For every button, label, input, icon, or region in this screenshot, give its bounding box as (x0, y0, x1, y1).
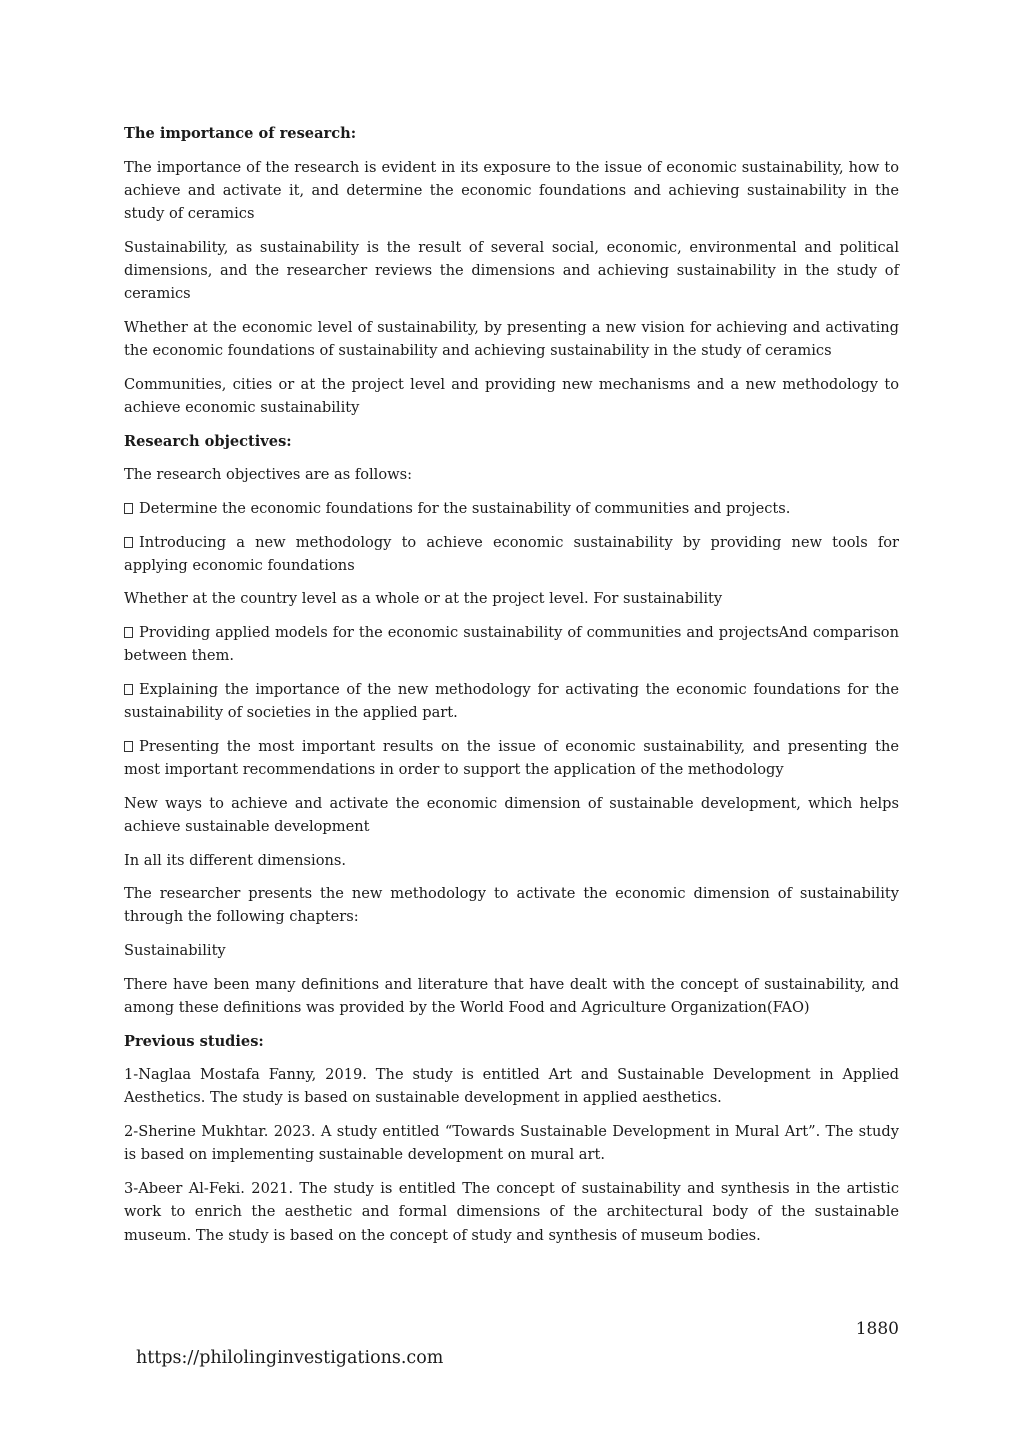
paragraph: Sustainability (124, 942, 226, 960)
paragraph: Whether at the economic level of sustainability, by presenting a new vision for achieving and activating the economic foundations of sustainability and achieving sustainability in the study of ceramics (124, 318, 899, 360)
paragraph: Communities, cities or at the project level and providing new mechanisms and a new methodology to achieve economic sustainability (124, 375, 899, 417)
section-heading-importance: The importance of research: (124, 125, 357, 142)
objective-item (124, 497, 899, 520)
paragraph: There have been many definitions and literature that have dealt with the concept of sustainability, and among these definitions was provided by the World Food and Agriculture Organization(FAO) (124, 975, 899, 1016)
objective-item-text: Determine the economic foundations for the sustainability of communities and projects. (139, 499, 791, 517)
objective-item (124, 621, 899, 668)
objective-item-text: Introducing a new methodology to achieve economic sustainability by providing new tools for applying economic foundations (124, 533, 899, 574)
objective-item (124, 735, 899, 782)
objective-item-text: Presenting the most important results on the issue of economic sustainability, and presenting the most important recommendations in order to support the application of the methodology (124, 737, 899, 779)
page-body (124, 122, 899, 1257)
study-entry: 2-Sherine Mukhtar. 2023. A study entitled “Towards Sustainable Development in Mural Art”. The study is based on implementing sustainable development on mural art. (124, 1123, 899, 1164)
missing-glyph-box-icon (124, 684, 133, 695)
section-heading-objectives: Research objectives: (124, 432, 292, 450)
study-entry: 3-Abeer Al-Feki. 2021. The study is entitled The concept of sustainability and synthesis in the artistic work to enrich the aesthetic and formal dimensions of the architectural body of the sustainable museum. The study is based on the concept of study and synthesis of museum bodies. (124, 1179, 899, 1244)
objective-item (124, 678, 899, 725)
paragraph: Sustainability, as sustainability is the result of several social, economic, environmental and political dimensions, and the researcher reviews the dimensions and achieving sustainability in the study of ceramics (124, 238, 899, 303)
missing-glyph-box-icon (124, 741, 133, 752)
objective-item-text: Providing applied models for the economic sustainability of communities and projectsAnd comparison between them. (124, 624, 899, 665)
paragraph: The importance of the research is evident in its exposure to the issue of economic sustainability, how to achieve and activate it, and determine the economic foundations and achieving sustainability in the study of ceramics (124, 158, 899, 223)
paragraph: Whether at the country level as a whole or at the project level. For sustainability (124, 590, 723, 608)
missing-glyph-box-icon (124, 537, 133, 548)
objective-item (124, 531, 899, 578)
missing-glyph-box-icon (124, 503, 133, 514)
study-entry: 1-Naglaa Mostafa Fanny, 2019. The study is entitled Art and Sustainable Development in Applied Aesthetics. The study is based on sustainable development in applied aesthetics. (124, 1066, 899, 1107)
footer-url: https://philolinginvestigations.com (136, 1348, 444, 1368)
page-number: 1880 (855, 1319, 899, 1339)
paragraph: The research objectives are as follows: (124, 466, 413, 484)
section-heading-previous-studies: Previous studies: (124, 1032, 264, 1050)
missing-glyph-box-icon (124, 627, 133, 638)
objective-item-text: Explaining the importance of the new methodology for activating the economic foundations for the sustainability of societies in the applied part. (124, 680, 899, 722)
paragraph: The researcher presents the new methodology to activate the economic dimension of sustainability through the following chapters: (124, 885, 899, 926)
paragraph: New ways to achieve and activate the economic dimension of sustainable development, which helps achieve sustainable development (124, 794, 899, 835)
paragraph: In all its different dimensions. (124, 851, 347, 869)
